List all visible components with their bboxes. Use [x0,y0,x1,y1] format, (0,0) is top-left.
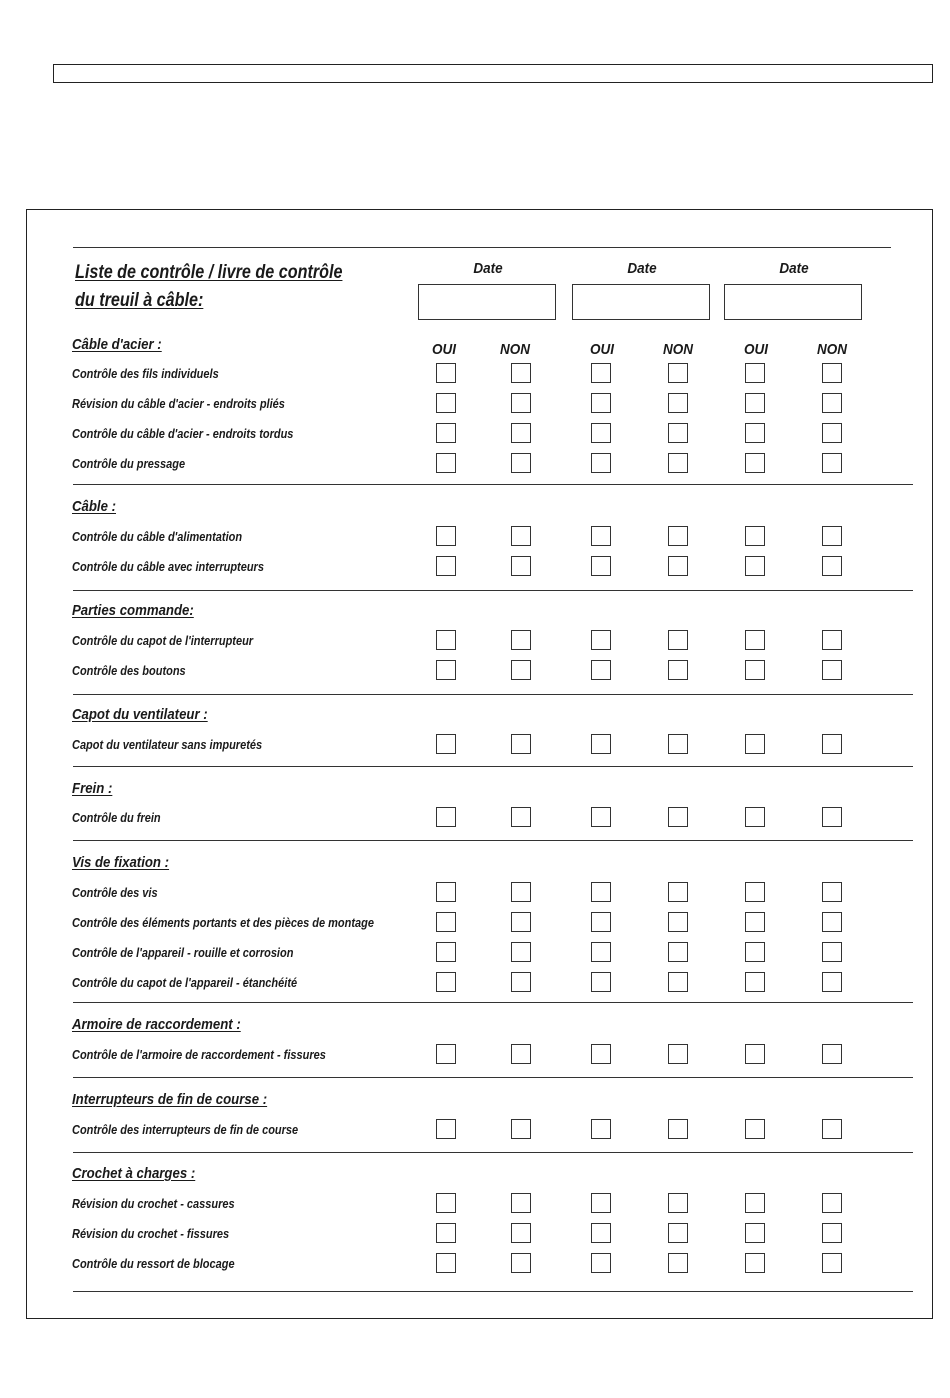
checklist-item-label: Révision du crochet - cassures [72,1197,235,1211]
top-divider [73,247,891,248]
checklist-item-label: Contrôle du capot de l'interrupteur [72,634,254,648]
non-checkbox-date-3[interactable] [822,734,842,754]
non-checkbox-date-3[interactable] [822,556,842,576]
non-checkbox-date-2[interactable] [668,1044,688,1064]
checklist-item-label: Contrôle du frein [72,811,161,825]
non-checkbox-date-2[interactable] [668,1253,688,1273]
oui-header: OUI [743,341,768,358]
oui-checkbox-date-2[interactable] [591,972,611,992]
non-checkbox-date-2[interactable] [668,453,688,473]
oui-checkbox-date-2[interactable] [591,630,611,650]
title-line-1: Liste de contrôle / livre de contrôle [75,262,343,283]
section-title: Câble d'acier : [72,336,162,353]
non-checkbox-date-2[interactable] [668,972,688,992]
oui-checkbox-date-1[interactable] [436,393,456,413]
oui-checkbox-date-3[interactable] [745,423,765,443]
non-checkbox-date-3[interactable] [822,807,842,827]
non-checkbox-date-1[interactable] [511,734,531,754]
non-checkbox-date-3[interactable] [822,526,842,546]
oui-checkbox-date-1[interactable] [436,1253,456,1273]
checklist-item-label: Révision du câble d'acier - endroits pliés [72,397,285,411]
section-title: Armoire de raccordement : [72,1016,241,1033]
non-checkbox-date-2[interactable] [668,1193,688,1213]
oui-checkbox-date-3[interactable] [745,912,765,932]
oui-checkbox-date-1[interactable] [436,1193,456,1213]
oui-checkbox-date-3[interactable] [745,630,765,650]
section-title: Câble : [72,498,117,515]
oui-checkbox-date-1[interactable] [436,1044,456,1064]
checklist-item-label: Contrôle des interrupteurs de fin de course [72,1123,299,1137]
non-checkbox-date-1[interactable] [511,882,531,902]
non-checkbox-date-1[interactable] [511,942,531,962]
non-checkbox-date-2[interactable] [668,393,688,413]
oui-checkbox-date-2[interactable] [591,1223,611,1243]
non-checkbox-date-3[interactable] [822,972,842,992]
checklist-item-label: Contrôle des vis [72,886,158,900]
non-header: NON [499,341,531,358]
non-checkbox-date-1[interactable] [511,453,531,473]
oui-checkbox-date-1[interactable] [436,972,456,992]
oui-checkbox-date-2[interactable] [591,882,611,902]
oui-header: OUI [589,341,614,358]
oui-checkbox-date-3[interactable] [745,942,765,962]
oui-checkbox-date-2[interactable] [591,660,611,680]
date-field-3[interactable] [724,284,862,320]
oui-checkbox-date-2[interactable] [591,393,611,413]
non-checkbox-date-2[interactable] [668,1223,688,1243]
oui-checkbox-date-3[interactable] [745,1253,765,1273]
checklist-item-label: Contrôle du ressort de blocage [72,1257,235,1271]
oui-checkbox-date-1[interactable] [436,660,456,680]
section-divider [73,1002,913,1003]
oui-checkbox-date-3[interactable] [745,734,765,754]
section-divider [73,694,913,695]
checklist-item-label: Capot du ventilateur sans impuretés [72,738,263,752]
oui-checkbox-date-1[interactable] [436,807,456,827]
date-field-1[interactable] [418,284,556,320]
checklist-item-label: Contrôle de l'appareil - rouille et corrosion [72,946,294,960]
checklist-item-label: Contrôle du câble d'alimentation [72,530,243,544]
date-label: Date [779,260,809,277]
non-checkbox-date-1[interactable] [511,630,531,650]
oui-checkbox-date-3[interactable] [745,1223,765,1243]
non-checkbox-date-3[interactable] [822,942,842,962]
non-checkbox-date-1[interactable] [511,660,531,680]
non-checkbox-date-2[interactable] [668,912,688,932]
section-title: Parties commande: [72,602,194,619]
oui-checkbox-date-2[interactable] [591,423,611,443]
non-checkbox-date-2[interactable] [668,363,688,383]
section-title: Interrupteurs de fin de course : [72,1091,268,1108]
checklist-item-label: Contrôle du capot de l'appareil - étanchéité [72,976,298,990]
section-divider [73,1152,913,1153]
non-checkbox-date-1[interactable] [511,556,531,576]
section-title: Vis de fixation : [72,854,170,871]
oui-checkbox-date-3[interactable] [745,363,765,383]
non-checkbox-date-2[interactable] [668,423,688,443]
non-checkbox-date-3[interactable] [822,1044,842,1064]
header-box [53,64,933,83]
oui-checkbox-date-2[interactable] [591,1253,611,1273]
oui-checkbox-date-1[interactable] [436,1119,456,1139]
date-label: Date [627,260,657,277]
oui-checkbox-date-1[interactable] [436,423,456,443]
oui-checkbox-date-1[interactable] [436,526,456,546]
date-column-3 [724,260,864,320]
checklist-item-label: Contrôle des boutons [72,664,186,678]
oui-checkbox-date-2[interactable] [591,807,611,827]
checklist-item-label: Contrôle du câble avec interrupteurs [72,560,264,574]
non-checkbox-date-3[interactable] [822,393,842,413]
non-checkbox-date-3[interactable] [822,423,842,443]
date-field-2[interactable] [572,284,710,320]
non-checkbox-date-1[interactable] [511,1253,531,1273]
oui-checkbox-date-3[interactable] [745,1193,765,1213]
non-header: NON [662,341,694,358]
oui-checkbox-date-1[interactable] [436,942,456,962]
oui-checkbox-date-3[interactable] [745,526,765,546]
oui-checkbox-date-2[interactable] [591,363,611,383]
checklist-item-label: Contrôle de l'armoire de raccordement - fissures [72,1048,326,1062]
oui-checkbox-date-3[interactable] [745,882,765,902]
non-checkbox-date-3[interactable] [822,660,842,680]
oui-checkbox-date-2[interactable] [591,912,611,932]
oui-checkbox-date-2[interactable] [591,526,611,546]
checklist-item-label: Contrôle des éléments portants et des pièces de montage [72,916,374,930]
date-column-1 [418,260,558,320]
oui-checkbox-date-2[interactable] [591,1119,611,1139]
non-checkbox-date-1[interactable] [511,1044,531,1064]
oui-checkbox-date-1[interactable] [436,912,456,932]
non-checkbox-date-1[interactable] [511,393,531,413]
oui-checkbox-date-2[interactable] [591,942,611,962]
non-checkbox-date-2[interactable] [668,807,688,827]
non-checkbox-date-1[interactable] [511,1193,531,1213]
non-checkbox-date-3[interactable] [822,453,842,473]
date-column-2 [572,260,712,320]
oui-checkbox-date-2[interactable] [591,556,611,576]
oui-checkbox-date-1[interactable] [436,734,456,754]
section-divider [73,840,913,841]
checklist-item-label: Contrôle du pressage [72,457,186,471]
oui-checkbox-date-2[interactable] [591,734,611,754]
section-divider [73,1291,913,1292]
non-checkbox-date-3[interactable] [822,1193,842,1213]
oui-checkbox-date-2[interactable] [591,1044,611,1064]
document-title [75,259,342,315]
non-checkbox-date-1[interactable] [511,972,531,992]
oui-checkbox-date-1[interactable] [436,363,456,383]
section-divider [73,590,913,591]
non-checkbox-date-2[interactable] [668,660,688,680]
section-divider [73,766,913,767]
non-checkbox-date-2[interactable] [668,556,688,576]
non-checkbox-date-1[interactable] [511,526,531,546]
oui-checkbox-date-3[interactable] [745,556,765,576]
non-checkbox-date-2[interactable] [668,630,688,650]
non-checkbox-date-1[interactable] [511,423,531,443]
non-checkbox-date-3[interactable] [822,363,842,383]
non-checkbox-date-1[interactable] [511,807,531,827]
non-checkbox-date-3[interactable] [822,1223,842,1243]
non-checkbox-date-2[interactable] [668,1119,688,1139]
section-divider [73,1077,913,1078]
non-checkbox-date-1[interactable] [511,1223,531,1243]
section-title: Frein : [72,780,113,797]
section-divider [73,484,913,485]
oui-checkbox-date-3[interactable] [745,807,765,827]
non-checkbox-date-2[interactable] [668,882,688,902]
section-title: Crochet à charges : [72,1165,196,1182]
title-line-2: du treuil à câble: [75,290,204,311]
non-checkbox-date-1[interactable] [511,363,531,383]
oui-checkbox-date-3[interactable] [745,393,765,413]
oui-checkbox-date-3[interactable] [745,1119,765,1139]
oui-checkbox-date-2[interactable] [591,453,611,473]
non-checkbox-date-1[interactable] [511,1119,531,1139]
oui-checkbox-date-3[interactable] [745,453,765,473]
non-checkbox-date-1[interactable] [511,912,531,932]
non-checkbox-date-3[interactable] [822,1119,842,1139]
oui-checkbox-date-3[interactable] [745,1044,765,1064]
checklist-item-label: Révision du crochet - fissures [72,1227,230,1241]
oui-checkbox-date-3[interactable] [745,660,765,680]
oui-checkbox-date-3[interactable] [745,972,765,992]
oui-checkbox-date-1[interactable] [436,556,456,576]
non-checkbox-date-3[interactable] [822,882,842,902]
oui-checkbox-date-1[interactable] [436,453,456,473]
non-checkbox-date-3[interactable] [822,912,842,932]
section-title: Capot du ventilateur : [72,706,208,723]
non-checkbox-date-3[interactable] [822,630,842,650]
non-header: NON [816,341,848,358]
date-label: Date [473,260,503,277]
oui-checkbox-date-2[interactable] [591,1193,611,1213]
oui-checkbox-date-1[interactable] [436,1223,456,1243]
non-checkbox-date-2[interactable] [668,734,688,754]
non-checkbox-date-3[interactable] [822,1253,842,1273]
oui-header: OUI [431,341,456,358]
checklist-item-label: Contrôle des fils individuels [72,367,219,381]
non-checkbox-date-2[interactable] [668,526,688,546]
oui-checkbox-date-1[interactable] [436,882,456,902]
oui-checkbox-date-1[interactable] [436,630,456,650]
non-checkbox-date-2[interactable] [668,942,688,962]
checklist-item-label: Contrôle du câble d'acier - endroits tordus [72,427,294,441]
